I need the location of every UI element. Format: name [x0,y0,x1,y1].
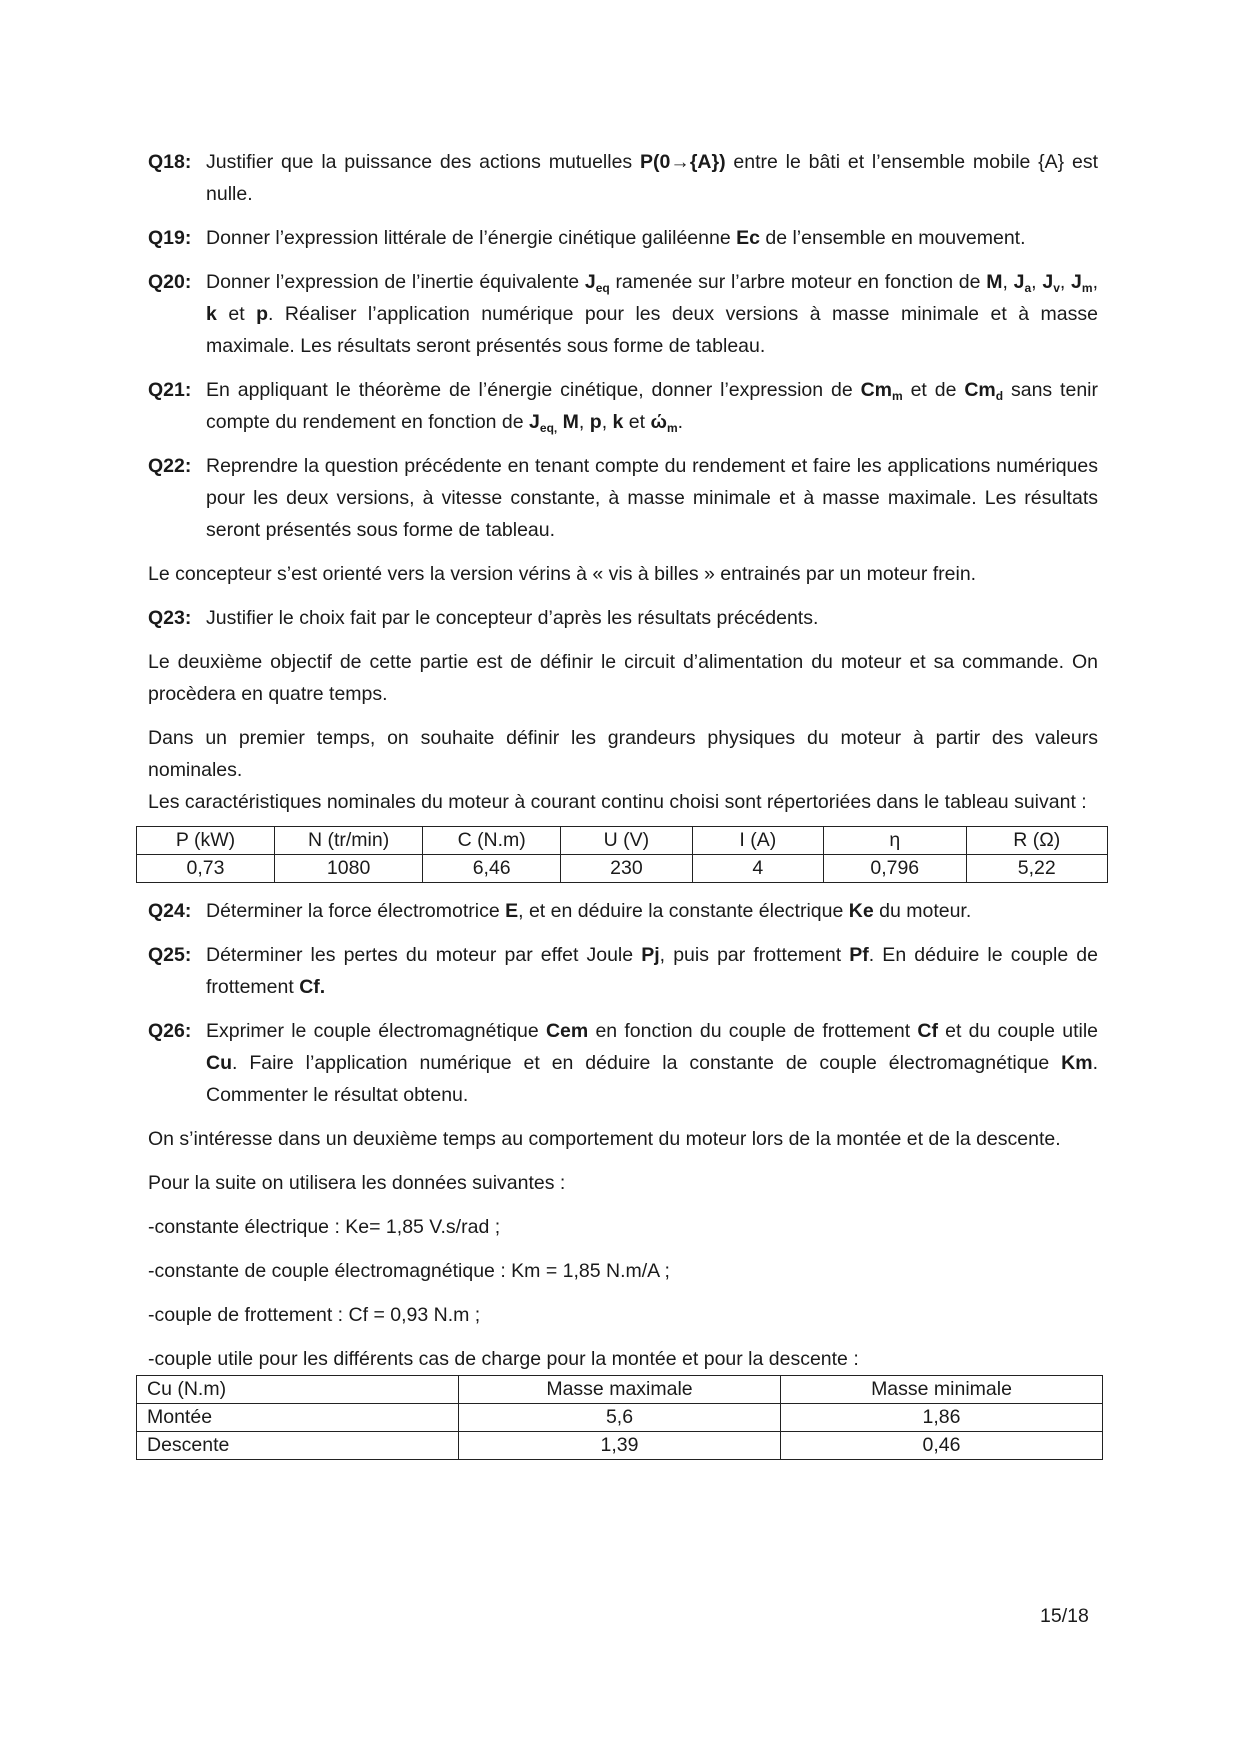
data-line-ke: -constante électrique : Ke= 1,85 V.s/rad ; [148,1216,501,1238]
question-text: Donner l’expression de l’inertie équivalente $J_{eq}$ ramenée sur l’arbre moteur en fonction de M, $J_a$, $J_v$, $J_m$, k et p. Réaliser l’application numérique pour les deux versions à masse minimale et à masse maximale. Les résultats seront présentés sous forme de tableau. [206,271,1098,357]
question-label: Q19: [148,227,192,249]
table-header-cell: Cu (N.m) [137,1376,459,1404]
question-q25 [148,939,1098,1003]
question-q18 [148,146,1098,210]
table-cell: 0,796 [824,855,967,883]
question-text: Justifier le choix fait par le concepteur d’après les résultats précédents. [206,607,819,629]
table-cell: 1,39 [459,1432,781,1460]
table-header-row [137,1376,1103,1404]
paragraph-caracteristiques: Les caractéristiques nominales du moteur à courant continu choisi sont répertoriées dans le tableau suivant : [148,791,1087,813]
table-header-cell: η [824,827,967,855]
question-text: Donner l’expression littérale de l’énergie cinétique galiléenne Ec de l’ensemble en mouvement. [206,227,1026,249]
paragraph-premier-temps: Dans un premier temps, on souhaite définir les grandeurs physiques du moteur à partir des valeurs nominales. [148,727,1098,781]
question-q19 [148,222,1098,254]
question-label: Q25: [148,944,192,966]
data-line-cf: -couple de frottement : Cf = 0,93 N.m ; [148,1304,481,1326]
paragraph-concepteur: Le concepteur s’est orienté vers la version vérins à « vis à billes » entrainés par un moteur frein. [148,563,977,585]
paragraph-donnees: Pour la suite on utilisera les données suivantes : [148,1172,566,1194]
page-number: 15/18 [1040,1605,1089,1627]
question-q26 [148,1015,1098,1111]
question-q23 [148,602,1098,634]
paragraph-deuxieme-temps: On s’intéresse dans un deuxième temps au comportement du moteur lors de la montée et de la descente. [148,1128,1061,1150]
question-label: Q21: [148,379,192,401]
table-cell: 0,73 [137,855,275,883]
table-header-cell: C (N.m) [423,827,561,855]
question-q22 [148,450,1098,546]
question-text: Exprimer le couple électromagnétique Cem en fonction du couple de frottement Cf et du couple utile Cu. Faire l’application numérique et en déduire la constante de couple électromagnétique Km. Commenter le résultat obtenu. [206,1020,1099,1106]
question-label: Q24: [148,900,192,922]
table-header-cell: Masse minimale [781,1376,1103,1404]
table-cell: 0,46 [781,1432,1103,1460]
question-label: Q26: [148,1020,192,1042]
table-cell: Descente [137,1432,459,1460]
table-header-cell: Masse maximale [459,1376,781,1404]
table-header-cell: I (A) [692,827,823,855]
table-cell: Montée [137,1404,459,1432]
question-text: Reprendre la question précédente en tenant compte du rendement et faire les applications numériques pour les deux versions, à vitesse constante, à masse minimale et à masse maximale. Les résultats seront présentés sous forme de tableau. [206,455,1098,541]
data-line-cu: -couple utile pour les différents cas de charge pour la montée et pour la descente : [148,1348,859,1370]
table-cell: 4 [692,855,823,883]
table-row [137,1432,1103,1460]
table-cell: 1080 [275,855,423,883]
question-label: Q22: [148,455,192,477]
table-header-cell: P (kW) [137,827,275,855]
question-text: En appliquant le théorème de l’énergie cinétique, donner l’expression de $Cm_m$ et de $Cm_d$ sans tenir compte du rendement en fonction de $J_{eq,}$ M, p, k et $ώ_m$. [206,379,1098,435]
question-text: Justifier que la puissance des actions mutuelles P(0→{A}) entre le bâti et l’ensemble mobile {A} est nulle. [206,151,1099,205]
paragraph-objectif: Le deuxième objectif de cette partie est de définir le circuit d’alimentation du moteur et sa commande. On procèdera en quatre temps. [148,651,1098,705]
question-label: Q23: [148,607,192,629]
table-cell: 1,86 [781,1404,1103,1432]
table-header-cell: U (V) [561,827,692,855]
table-cell: 5,6 [459,1404,781,1432]
question-q20 [148,266,1098,362]
question-q24 [148,895,1098,927]
table-row [137,855,1108,883]
table-cell: 230 [561,855,692,883]
question-text: Déterminer les pertes du moteur par effet Joule Pj, puis par frottement Pf. En déduire le couple de frottement Cf. [206,944,1098,998]
data-line-km: -constante de couple électromagnétique : Km = 1,85 N.m/A ; [148,1260,670,1282]
question-text: Déterminer la force électromotrice E, et en déduire la constante électrique Ke du moteur. [206,900,972,922]
table-cell: 6,46 [423,855,561,883]
question-q21 [148,374,1098,438]
table-header-row [137,827,1108,855]
question-label: Q20: [148,271,192,293]
table-header-cell: N (tr/min) [275,827,423,855]
table-row [137,1404,1103,1432]
table-header-cell: R (Ω) [966,827,1107,855]
useful-torque-table [136,1375,1103,1460]
motor-characteristics-table [136,826,1108,883]
table-cell: 5,22 [966,855,1107,883]
document-page [148,146,1098,1460]
question-label: Q18: [148,151,192,173]
